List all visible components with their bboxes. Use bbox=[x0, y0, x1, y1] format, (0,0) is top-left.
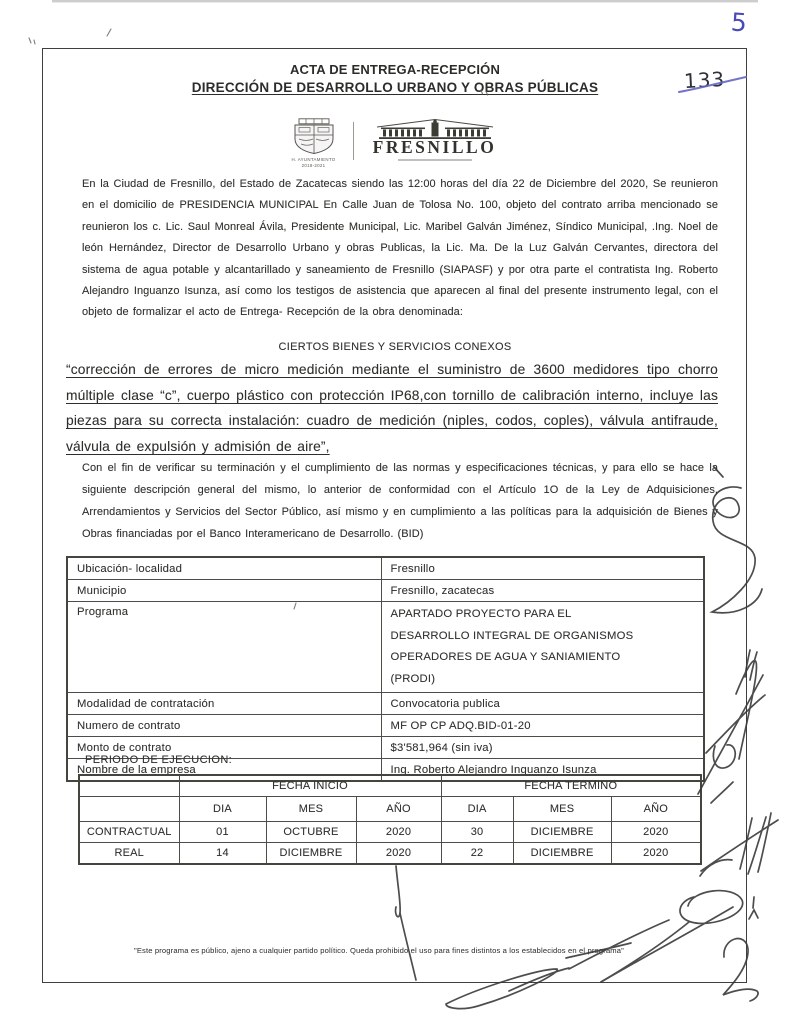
cell-value: 22 bbox=[441, 843, 513, 865]
cell-value: 2020 bbox=[611, 843, 701, 865]
cell-value: DICIEMBRE bbox=[513, 822, 611, 843]
municipal-crest-logo bbox=[290, 118, 338, 168]
col-header: DIA bbox=[179, 797, 266, 822]
crest-caption-line2: 2018-2021 bbox=[301, 163, 326, 168]
work-description-quote: “corrección de errores de micro medición mediante el suministro de 3600 medidores tipo chorro múltiple clase “c”, cuerpo plástico con protección IP68,con tornillo de calibración interno, incluye las piezas para su correcta instalación: cuadro de medición (niples, codos, coples), válvula antifraude, válvula de expulsión y admisión de aire”, bbox=[66, 362, 718, 454]
row-label: REAL bbox=[79, 843, 179, 865]
crest-caption-line1: H. AYUNTAMIENTO bbox=[291, 157, 336, 162]
scan-edge-streak bbox=[52, 0, 758, 2]
info-value: $3'581,964 (sin iva) bbox=[381, 737, 704, 759]
info-label: Programa bbox=[67, 602, 381, 693]
fresnillo-tagline-smudge bbox=[398, 159, 472, 161]
table-row bbox=[79, 797, 701, 822]
table-row bbox=[67, 602, 704, 693]
cell-value: 2020 bbox=[356, 822, 441, 843]
handwritten-folio-number: 133 bbox=[683, 66, 726, 94]
goods-services-subtitle: CIERTOS BIENES Y SERVICIOS CONEXOS bbox=[278, 341, 512, 353]
info-value: Fresnillo, zacatecas bbox=[381, 580, 704, 602]
cell-value: 30 bbox=[441, 822, 513, 843]
col-header: AÑO bbox=[356, 797, 441, 822]
info-value: Convocatoria publica bbox=[381, 693, 704, 715]
col-header: AÑO bbox=[611, 797, 701, 822]
table-row bbox=[79, 843, 701, 865]
info-label: Municipio bbox=[67, 580, 381, 602]
fresnillo-logo bbox=[369, 118, 501, 161]
empty-cell bbox=[79, 797, 179, 822]
info-label: Modalidad de contratación bbox=[67, 693, 381, 715]
document-title: ACTA DE ENTREGA-RECEPCIÓN bbox=[289, 62, 501, 77]
execution-period-table bbox=[78, 774, 702, 865]
col-header: MES bbox=[513, 797, 611, 822]
info-value-text: APARTADO PROYECTO PARA EL DESARROLLO INTEGRAL DE ORGANISMOS OPERADORES DE AGUA Y SANIAMIENTO (PRODI) bbox=[390, 608, 634, 685]
handwritten-page-number: 5 bbox=[730, 7, 748, 38]
fresnillo-wordmark: FRESNILLO bbox=[372, 137, 497, 157]
opening-paragraph: En la Ciudad de Fresnillo, del Estado de Zacatecas siendo las 12:00 horas del día 22 de Diciembre del 2020, Se reunieron en el domicilio de PRESIDENCIA MUNICIPAL En Calle Juan de Tolosa No. 100, objeto del contrato arriba mencionado se reunieron los c. Lic. Saul Monreal Ávila, Presidente Municipal, Lic. Maribel Galván Jiménez, Síndico Municipal, .Ing. Noel de león Hernández, Director de Desarrollo Urbano y obras Publicas, la Lic. Ma. De la Luz Galván Cervantes, directora del sistema de agua potable y alcantarillado y saneamiento de Fresnillo (SIAPASF) y por otra parte el contratista Ing. Roberto Alejandro Inguanzo Isunza, así como los testigos de asistencia que aparecen al final del presente instrumento legal, con el objeto de formalizar el acto de Entrega- Recepción de la obra denominada: bbox=[82, 178, 718, 319]
group-header-inicio: FECHA INICIO bbox=[179, 775, 441, 797]
info-label: Numero de contrato bbox=[67, 715, 381, 737]
cell-value: 14 bbox=[179, 843, 266, 865]
info-value: Ing. Roberto Alejandro Inguanzo Isunza bbox=[381, 759, 704, 782]
table-row bbox=[67, 580, 704, 602]
info-value: MF OP CP ADQ.BID-01-20 bbox=[381, 715, 704, 737]
empty-cell bbox=[79, 775, 179, 797]
table-row bbox=[67, 693, 704, 715]
verification-paragraph: Con el fin de verificar su terminación y el cumplimiento de las normas y especificaciones técnicas, y para ello se hace la siguiente descripción general del mismo, lo anterior de conformidad con el Artículo 1O de la Ley de Adquisiciones, Arrendamientos y Servicios del Sector Público, así mismo y en cumplimiento a las políticas para la adquisición de Bienes y Obras financiadas por el Banco Interamericano de Desarrollo. (BID) bbox=[82, 462, 718, 540]
row-label: CONTRACTUAL bbox=[79, 822, 179, 843]
cell-value: DICIEMBRE bbox=[266, 843, 356, 865]
info-label: Ubicación- localidad bbox=[67, 557, 381, 580]
info-value: Fresnillo bbox=[381, 557, 704, 580]
table-row bbox=[79, 822, 701, 843]
group-header-termino: FECHA TERMINO bbox=[441, 775, 701, 797]
table-row bbox=[79, 775, 701, 797]
info-label: Monto de contrato bbox=[67, 737, 381, 759]
cell-value: 01 bbox=[179, 822, 266, 843]
info-label: Nombre de la empresa bbox=[67, 759, 381, 782]
program-disclaimer: "Este programa es público, ajeno a cualquier partido político. Queda prohibido el uso para fines distintos a los establecidos en el programa" bbox=[133, 946, 625, 955]
execution-period-label: PERIODO DE EJECUCION: bbox=[85, 754, 233, 766]
logo-divider bbox=[353, 122, 354, 160]
table-row bbox=[67, 715, 704, 737]
col-header: MES bbox=[266, 797, 356, 822]
cell-value: 2020 bbox=[356, 843, 441, 865]
cell-value: 2020 bbox=[611, 822, 701, 843]
contract-info-table bbox=[66, 556, 705, 782]
col-header: DIA bbox=[441, 797, 513, 822]
cell-value: OCTUBRE bbox=[266, 822, 356, 843]
document-header bbox=[42, 62, 748, 95]
cell-value: DICIEMBRE bbox=[513, 843, 611, 865]
document-subtitle-department: DIRECCIÓN DE DESARROLLO URBANO Y OBRAS PÚBLICAS bbox=[191, 80, 599, 95]
table-row bbox=[67, 557, 704, 580]
logo-row bbox=[42, 118, 748, 168]
info-value bbox=[381, 602, 704, 693]
crest-icon bbox=[290, 118, 338, 156]
